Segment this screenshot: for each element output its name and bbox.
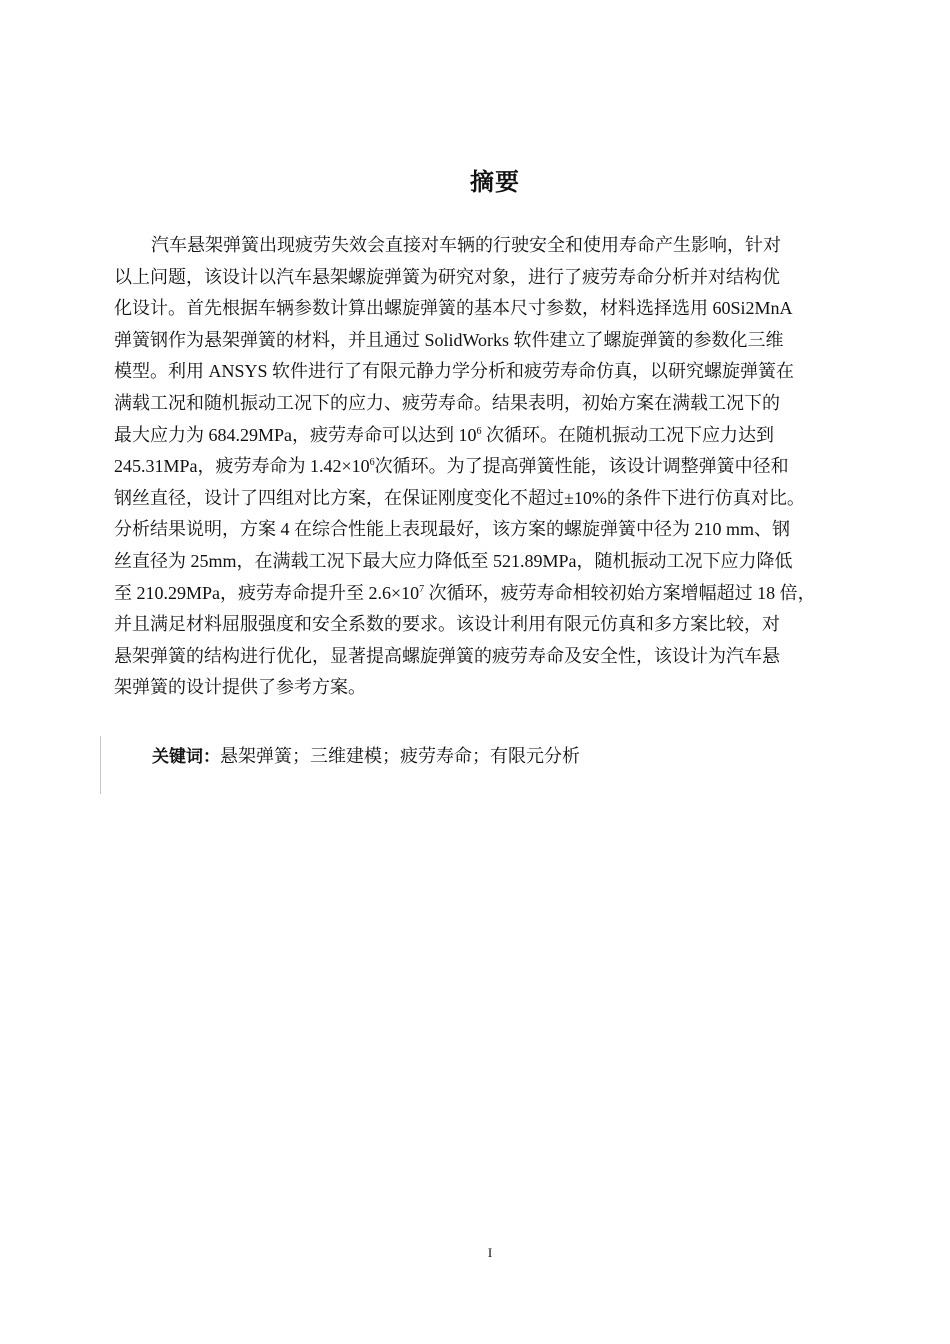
abstract-line: 悬架弹簧的结构进行优化，显著提高螺旋弹簧的疲劳寿命及安全性，该设计为汽车悬 [114, 645, 780, 666]
abstract-line: 架弹簧的设计提供了参考方案。 [114, 677, 366, 698]
keywords-label: 关键词： [152, 747, 220, 767]
abstract-line-text: 次循环。在随机振动工况下应力达到 [481, 424, 775, 445]
abstract-line: 钢丝直径，设计了四组对比方案，在保证刚度变化不超过±10%的条件下进行仿真对比。 [114, 487, 805, 508]
abstract-line [114, 420, 849, 452]
abstract-line: 以上问题，该设计以汽车悬架螺旋弹簧为研究对象，进行了疲劳寿命分析并对结构优 [114, 266, 780, 287]
keywords-text: 悬架弹簧；三维建模；疲劳寿命；有限元分析 [220, 746, 580, 766]
keywords-line [152, 741, 580, 772]
abstract-line: 化设计。首先根据车辆参数计算出螺旋弹簧的基本尺寸参数，材料选择选用 60Si2MnA [114, 298, 793, 319]
abstract-line: 分析结果说明，方案 4 在综合性能上表现最好，该方案的螺旋弹簧中径为 210 mm、钢 [114, 519, 790, 540]
page-title: 摘要 [470, 168, 520, 196]
abstract-line-text: 次循环。为了提高弹簧性能，该设计调整弹簧中径和 [374, 456, 789, 477]
abstract-line-text: 245.31MPa，疲劳寿命为 1.42×10 [114, 456, 370, 477]
abstract-line: 汽车悬架弹簧出现疲劳失效会直接对车辆的行驶安全和使用寿命产生影响，针对 [151, 235, 781, 255]
exponent: 7 [419, 583, 425, 595]
abstract-line: 并且满足材料屈服强度和安全系数的要求。该设计利用有限元仿真和多方案比较，对 [114, 614, 780, 635]
abstract-line [114, 578, 849, 610]
abstract-line: 满载工况和随机振动工况下的应力、疲劳寿命。结果表明，初始方案在满载工况下的 [114, 392, 780, 413]
exponent: 6 [476, 425, 482, 437]
page-number: I [487, 1245, 493, 1260]
abstract-line-text: 至 210.29MPa，疲劳寿命提升至 2.6×10 [114, 582, 420, 603]
abstract-line: 模型。利用 ANSYS 软件进行了有限元静力学分析和疲劳寿命仿真，以研究螺旋弹簧在 [114, 361, 795, 382]
abstract-line-text: 次循环，疲劳寿命相较初始方案增幅超过 18 倍， [424, 582, 816, 603]
abstract-body [114, 230, 849, 704]
abstract-line [114, 451, 849, 483]
abstract-line: 丝直径为 25mm，在满载工况下最大应力降低至 521.89MPa，随机振动工况下应力降低 [114, 550, 793, 571]
abstract-line: 弹簧钢作为悬架弹簧的材料，并且通过 SolidWorks 软件建立了螺旋弹簧的参数化三维 [114, 329, 784, 350]
margin-bar [100, 736, 101, 794]
exponent: 6 [369, 457, 375, 469]
abstract-line-text: 最大应力为 684.29MPa，疲劳寿命可以达到 10 [114, 424, 477, 445]
